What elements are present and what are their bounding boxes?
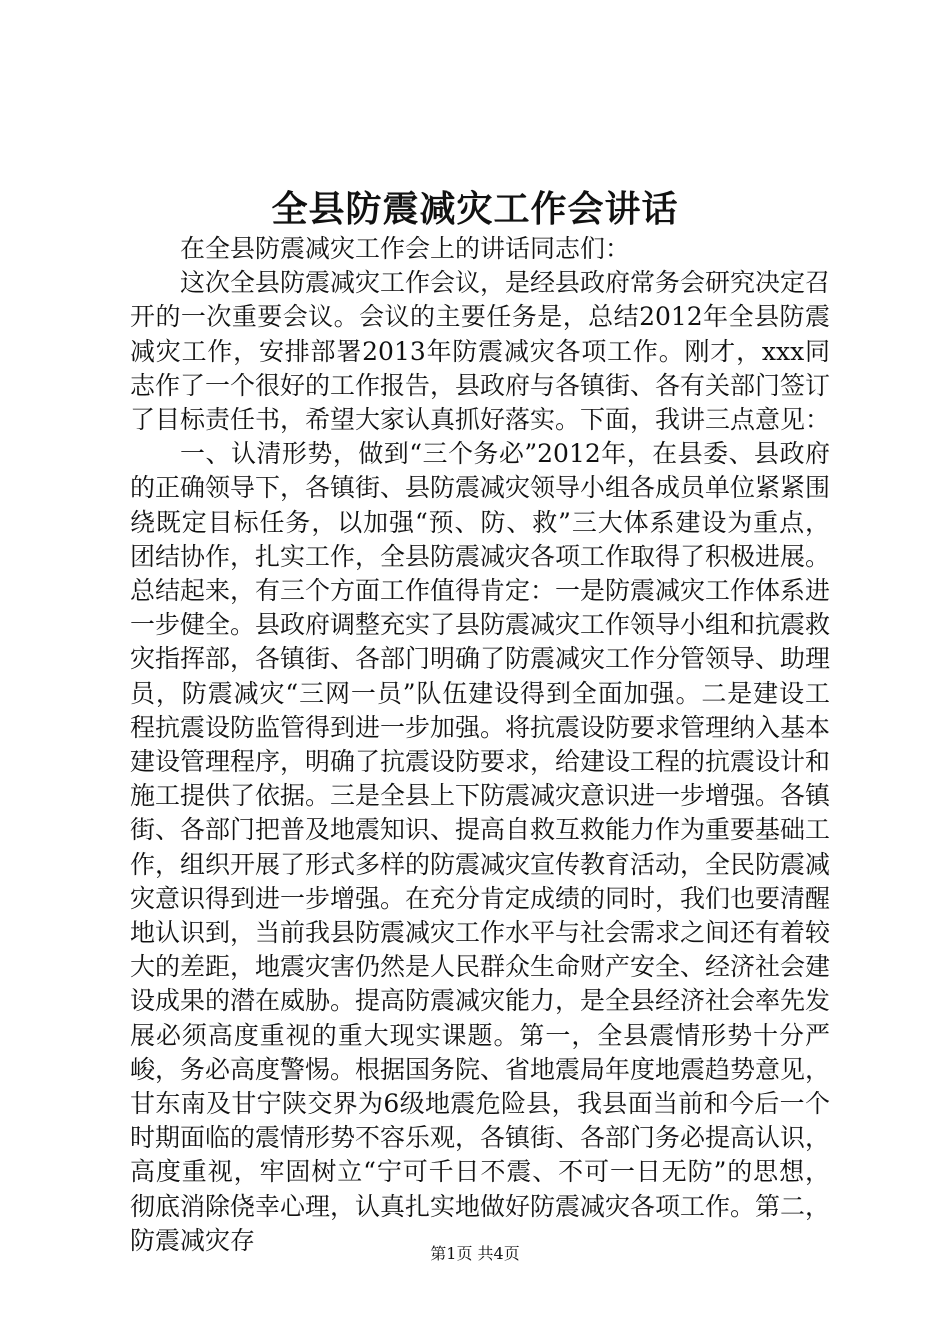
document-body [130, 232, 830, 1258]
page-footer: 第1页 共4页 [430, 1244, 520, 1263]
paragraph-section-one: 一、认清形势，做到“三个务必”2012年，在县委、县政府的正确领导下，各镇街、县防震减灾领导小组各成员单位紧紧围绕既定目标任务，以加强“预、防、救”三大体系建设为重点，团结协作，扎实工作，全县防震减灾各项工作取得了积极进展。总结起来，有三个方面工作值得肯定：一是防震减灾工作体系进一步健全。县政府调整充实了县防震减灾工作领导小组和抗震救灾指挥部，各镇街、各部门明确了防震减灾工作分管领导、助理员，防震减灾“三网一员”队伍建设得到全面加强。二是建设工程抗震设防监管得到进一步加强。将抗震设防要求管理纳入基本建设管理程序，明确了抗震设防要求，给建设工程的抗震设计和施工提供了依据。三是全县上下防震减灾意识进一步增强。各镇街、各部门把普及地震知识、提高自救互救能力作为重要基础工作，组织开展了形式多样的防震减灾宣传教育活动，全民防震减灾意识得到进一步增强。在充分肯定成绩的同时，我们也要清醒地认识到，当前我县防震减灾工作水平与社会需求之间还有着较大的差距，地震灾害仍然是人民群众生命财产安全、经济社会建设成果的潜在威胁。提高防震减灾能力，是全县经济社会率先发展必须高度重视的重大现实课题。第一，全县震情形势十分严峻，务必高度警惕。根据国务院、省地震局年度地震趋势意见，甘东南及甘宁陕交界为6级地震危险县，我县面当前和今后一个时期面临的震情形势不容乐观，各镇街、各部门务必提高认识，高度重视，牢固树立“宁可千日不震、不可一日无防”的思想，彻底消除侥幸心理，认真扎实地做好防震减灾各项工作。第二，防震减灾存 [130, 439, 831, 1255]
paragraph-intro: 这次全县防震减灾工作会议，是经县政府常务会研究决定召开的一次重要会议。会议的主要任务是，总结2012年全县防震减灾工作，安排部署2013年防震减灾各项工作。刚才，xxx同志作了一个很好的工作报告，县政府与各镇街、各有关部门签订了目标责任书，希望大家认真抓好落实。下面，我讲三点意见： [130, 268, 831, 435]
document-title: 全县防震减灾工作会讲话 [271, 188, 679, 230]
paragraph-greeting: 在全县防震减灾工作会上的讲话同志们： [180, 234, 631, 263]
